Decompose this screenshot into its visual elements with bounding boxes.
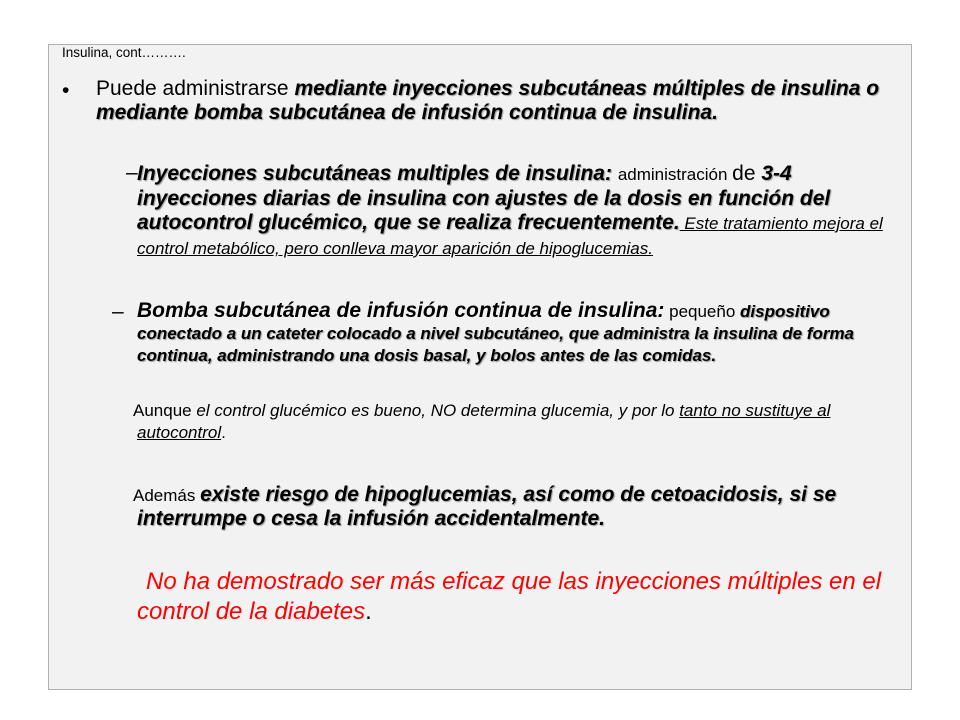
p3-term: Bomba subcutánea de infusión continua de insulina: <box>137 299 665 322</box>
p5-ademas: Además <box>133 486 201 505</box>
p4-control: el control glucémico es bueno, NO determina glucemia, y por lo <box>196 401 680 420</box>
p2-de: de <box>732 162 762 185</box>
paragraph-glycemic-control <box>133 400 897 444</box>
p2-note: Este tratamiento mejora el control metabólico, pero conlleva mayor aparición de hipoglucemias. <box>137 214 883 258</box>
p1-emphasis: mediante inyecciones subcutáneas múltiples de insulina o mediante bomba subcutánea de infusión continua de insulina. <box>96 77 880 124</box>
p4-period: . <box>221 423 226 442</box>
p2-admin: administración <box>617 165 733 184</box>
p3-small: pequeño <box>664 302 741 321</box>
p6-conclusion: No ha demostrado ser más eficaz que las inyecciones múltiples en el control de la diabetes <box>137 568 882 625</box>
dash-marker-1: – <box>126 161 138 184</box>
dash-marker-2: – <box>112 300 124 323</box>
p4-aunque: Aunque <box>133 401 197 420</box>
p5-risk: existe riesgo de hipoglucemias, así como de cetoacidosis, si se interrumpe o cesa la infusión accidentalmente. <box>137 483 837 530</box>
paragraph-administration <box>96 77 886 125</box>
slide-header: Insulina, cont………. <box>62 45 186 60</box>
paragraph-risk <box>133 483 897 530</box>
paragraph-pump <box>137 300 897 367</box>
bullet-marker: • <box>62 79 70 102</box>
p3-description: dispositivo conectado a un cateter colocado a nivel subcutáneo, que administra la insulina de forma continua, administrando una dosis basal, y bolos antes de las comidas. <box>137 302 855 365</box>
p4-autocontrol: tanto no sustituye al autocontrol <box>137 401 831 442</box>
p1-intro: Puede administrarse <box>96 77 295 100</box>
p2-dosage: 3-4 inyecciones diarias de insulina con ajustes de la dosis en función del autocontrol glucémico, que se realiza frecuentemente. <box>137 162 831 234</box>
p2-term: Inyecciones subcutáneas multiples de insulina: <box>137 162 618 185</box>
p6-period: . <box>365 598 372 625</box>
paragraph-conclusion <box>137 567 907 627</box>
paragraph-multiple-injections <box>137 162 907 261</box>
